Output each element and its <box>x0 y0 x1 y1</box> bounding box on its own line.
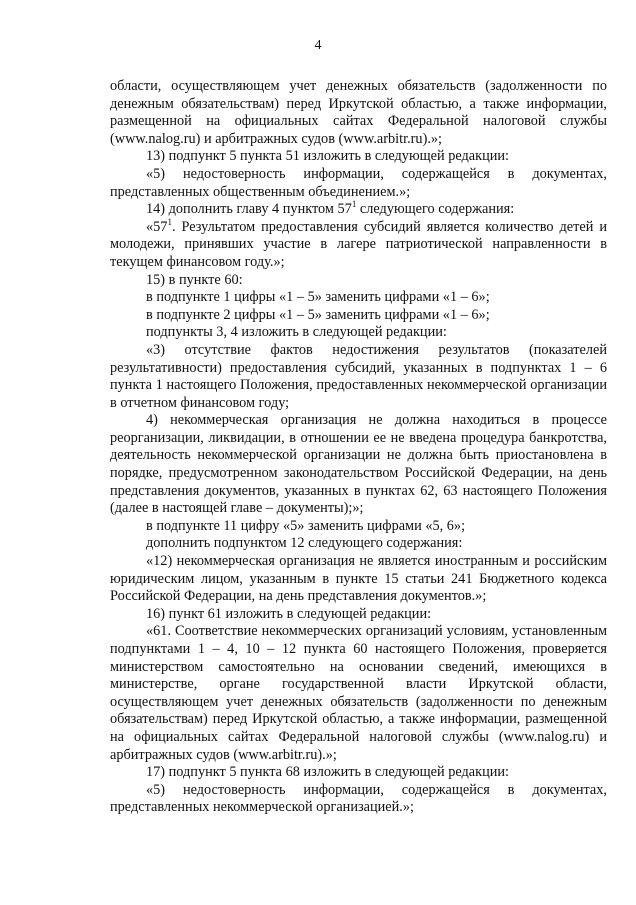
paragraph: «3) отсутствие фактов недостижения результатов (показателей результативности) предоставления субсидий, указанных в подпунктах 1 – 6 пункта 1 настоящего Положения, предоставленных некоммерческой организации в отчетном финансовом году; <box>110 341 607 411</box>
paragraph: 14) дополнить главу 4 пунктом $57^1$ следующего содержания: <box>146 199 515 218</box>
paragraph: «61. Соответствие некоммерческих организаций условиям, установленным подпунктами 1 – 4, 10 – 12 пункта 60 настоящего Положения, проверяется министерством самостоятельно на основании сведений, имеющихся в министерстве, органе государственной власти Иркутской области, осуществляющем учет денежных обязательств (задолженности по денежным обязательствам) перед Иркутской областью, а также информации, размещенной на официальных сайтах Федеральной налоговой службы (www.nalog.ru) и арбитражных судов (www.arbitr.ru).»; <box>110 623 607 763</box>
paragraph: 17) подпункт 5 пункта 68 изложить в следующей редакции: <box>146 764 510 781</box>
paragraph: области, осуществляющем учет денежных обязательств (задолженности по денежным обязательствам) перед Иркутской областью, а также информации, размещенной на официальных сайтах Федеральной налоговой службы (www.nalog.ru) и арбитражных судов (www.arbitr.ru).»; <box>110 78 607 147</box>
paragraph: «12) некоммерческая организация не является иностранным и российским юридическим лицом, указанным в пункте 15 статьи 241 Бюджетного кодекса Российской Федерации, на день представления документов.»; <box>110 553 607 605</box>
superscript: 1 <box>351 199 357 210</box>
paragraph: «5) недостоверность информации, содержащейся в документах, представленных общественным объединением.»; <box>110 165 607 200</box>
paragraph: 16) пункт 61 изложить в следующей редакции: <box>146 605 432 622</box>
paragraph: в подпункте 1 цифры «1 – 5» заменить цифрами «1 – 6»; <box>146 289 490 306</box>
paragraph: 4) некоммерческая организация не должна находиться в процессе реорганизации, ликвидации, в отношении ее не введена процедура банкротства, деятельность некоммерческой организации не должна быть приостановлена в порядке, предусмотренном законодательством Российской Федерации, на день представления документов, указанных в пунктах 62, 63 настоящего Положения (далее в настоящей главе – документы);»; <box>110 412 607 517</box>
superscript: 1 <box>167 216 172 227</box>
paragraph: подпункты 3, 4 изложить в следующей редакции: <box>146 324 447 341</box>
paragraph: 13) подпункт 5 пункта 51 изложить в следующей редакции: <box>146 148 510 165</box>
page-number: 4 <box>314 38 322 53</box>
paragraph: в подпункте 2 цифры «1 – 5» заменить цифрами «1 – 6»; <box>146 306 490 323</box>
paragraph: дополнить подпунктом 12 следующего содержания: <box>146 535 463 552</box>
paragraph: в подпункте 11 цифру «5» заменить цифрами «5, 6»; <box>146 517 466 534</box>
document-body <box>110 78 607 817</box>
paragraph: «5) недостоверность информации, содержащейся в документах, представленных некоммерческой организацией.»; <box>110 781 607 816</box>
paragraph: «$57^1$. Результатом предоставления субсидий является количество детей и молодежи, принявших участие в лагере патриотической направленности в текущем финансовом году.»; <box>110 216 607 270</box>
paragraph: 15) в пункте 60: <box>146 271 243 288</box>
